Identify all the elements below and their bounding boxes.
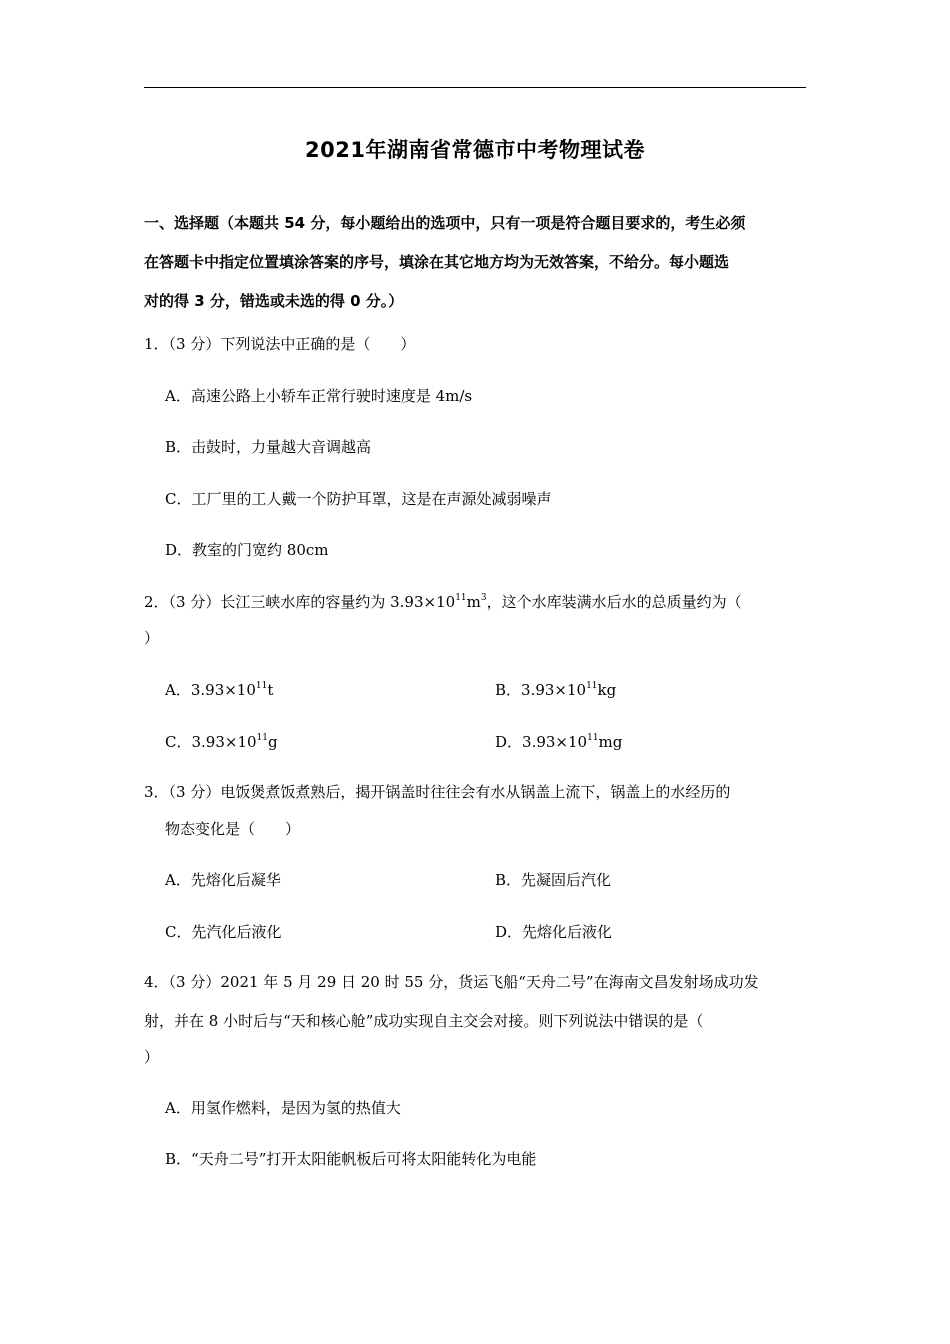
question-3-option-d: D．先熔化后液化 — [495, 923, 613, 941]
header-rule — [144, 87, 806, 88]
question-4-option-a: A．用氢作燃料，是因为氢的热值大 — [165, 1099, 401, 1117]
question-1-option-a: A．高速公路上小轿车正常行驶时速度是 4m/s — [165, 387, 473, 405]
question-4-stem: 4．（3 分）2021 年 5 月 29 日 20 时 55 分，货运飞船“天舟二号”在海南文昌发射场成功发 — [144, 973, 759, 991]
question-3-option-a: A．先熔化后凝华 — [165, 871, 281, 889]
question-4-stem-line-2: 射，并在 8 小时后与“天和核心舱”成功实现自主交会对接。则下列说法中错误的是（ — [144, 1012, 704, 1030]
section-line-3: 对的得 3 分，错选或未选的得 0 分。） — [144, 292, 404, 310]
question-3-option-c: C．先汽化后液化 — [165, 923, 282, 941]
question-2-option-b: B．$3.93\times 10^{11}kg$ — [495, 681, 617, 699]
question-3-stem: 3．（3 分）电饭煲煮饭煮熟后，揭开锅盖时往往会有水从锅盖上流下，锅盖上的水经历的 — [144, 783, 731, 801]
section-line-1: 一、选择题（本题共 54 分，每小题给出的选项中，只有一项是符合题目要求的，考生必须 — [144, 214, 746, 232]
question-4-stem-line-3: ） — [144, 1048, 160, 1066]
section-line-2: 在答题卡中指定位置填涂答案的序号，填涂在其它地方均为无效答案，不给分。每小题选 — [144, 253, 730, 271]
question-1-stem: 1．（3 分）下列说法中正确的是（ ） — [144, 335, 416, 353]
page-title: 2021年湖南省常德市中考物理试卷 — [305, 138, 645, 162]
question-2-option-d: D．$3.93\times 10^{11}mg$ — [495, 733, 623, 751]
question-2-stem-line-2: ） — [144, 629, 160, 647]
question-1-option-b: B．击鼓时，力量越大音调越高 — [165, 438, 372, 456]
question-1-option-c: C．工厂里的工人戴一个防护耳罩，这是在声源处减弱噪声 — [165, 490, 552, 508]
question-4-option-b: B．“天舟二号”打开太阳能帆板后可将太阳能转化为电能 — [165, 1150, 537, 1168]
question-3-option-b: B．先凝固后汽化 — [495, 871, 612, 889]
section-instructions — [144, 204, 806, 321]
question-2-option-a: A．$3.93\times 10^{11}t$ — [165, 681, 274, 699]
question-1-option-d: D．教室的门宽约 80cm — [165, 541, 329, 559]
question-3-stem-line-2: 物态变化是（ ） — [165, 820, 301, 838]
question-2-stem: 2．（3 分）长江三峡水库的容量约为 $3.93\times 10^{11}m^3$，这个水库装满水后水的总质量约为（ — [144, 593, 742, 611]
question-2-option-c: C．$3.93\times 10^{11}g$ — [165, 733, 278, 751]
